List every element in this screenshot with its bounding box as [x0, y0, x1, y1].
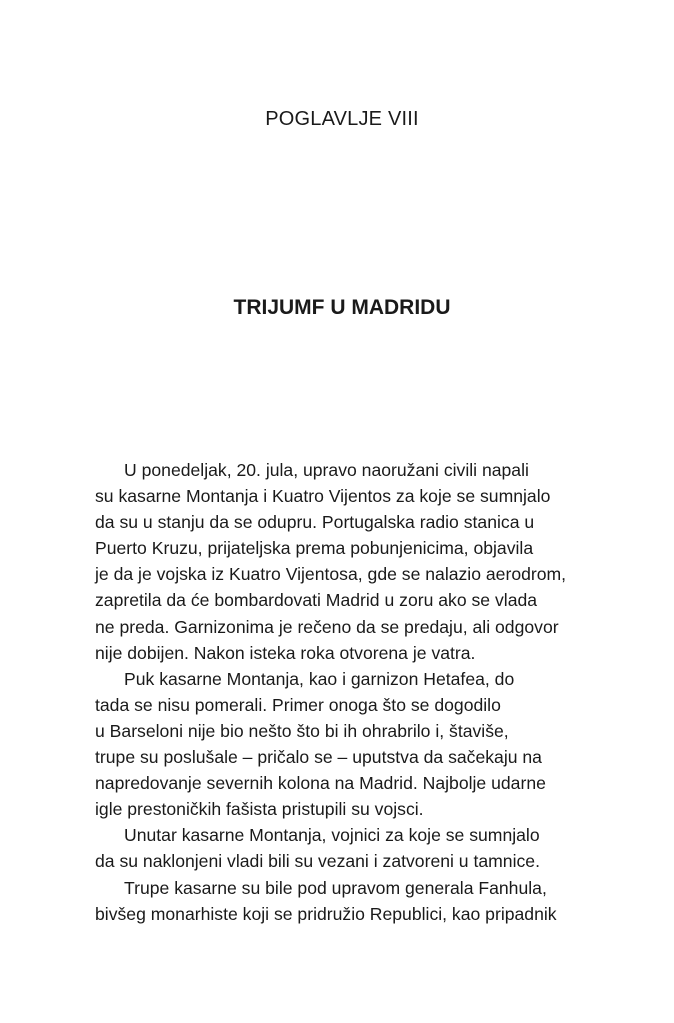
- paragraph-1: U ponedeljak, 20. jula, upravo naoružani civili napali su kasarne Montanja i Kuatro Vijentos za koje se sumnjalo da su u stanju da se odupru. Portugalska radio stanica u Puerto Kruzu, prijateljska prema pobunjenicima, objavila je da je vojska iz Kuatro Vijentosa, gde se nalazio aerodrom, zapretila da će bombardovati Madrid u zoru ako se vlada ne preda. Garnizonima je rečeno da se predaju, ali odgovor nije dobijen. Nakon isteka roka otvorena je vatra.: [95, 460, 567, 663]
- body-text: [95, 457, 588, 927]
- paragraph-4: Trupe kasarne su bile pod upravom generala Fanhula, bivšeg monarhiste koji se pridružio Republici, kao pripadnik: [95, 877, 557, 924]
- chapter-label: POGLAVLJE VIII: [265, 108, 419, 130]
- paragraph-3: Unutar kasarne Montanja, vojnici za koje se sumnjalo da su naklonjeni vladi bili su vezani i zatvoreni u tamnice.: [95, 825, 540, 872]
- chapter-title: TRIJUMF U MADRIDU: [233, 296, 451, 319]
- paragraph-2: Puk kasarne Montanja, kao i garnizon Hetafea, do tada se nisu pomerali. Primer onoga što se dogodilo u Barseloni nije bio nešto što bi ih ohrabrilo i, štaviše, trupe su poslušale – pričalo se – uputstva da sačekaju na napredovanje severnih kolona na Madrid. Najbolje udarne igle prestoničkih fašista pristupili su vojsci.: [95, 668, 546, 820]
